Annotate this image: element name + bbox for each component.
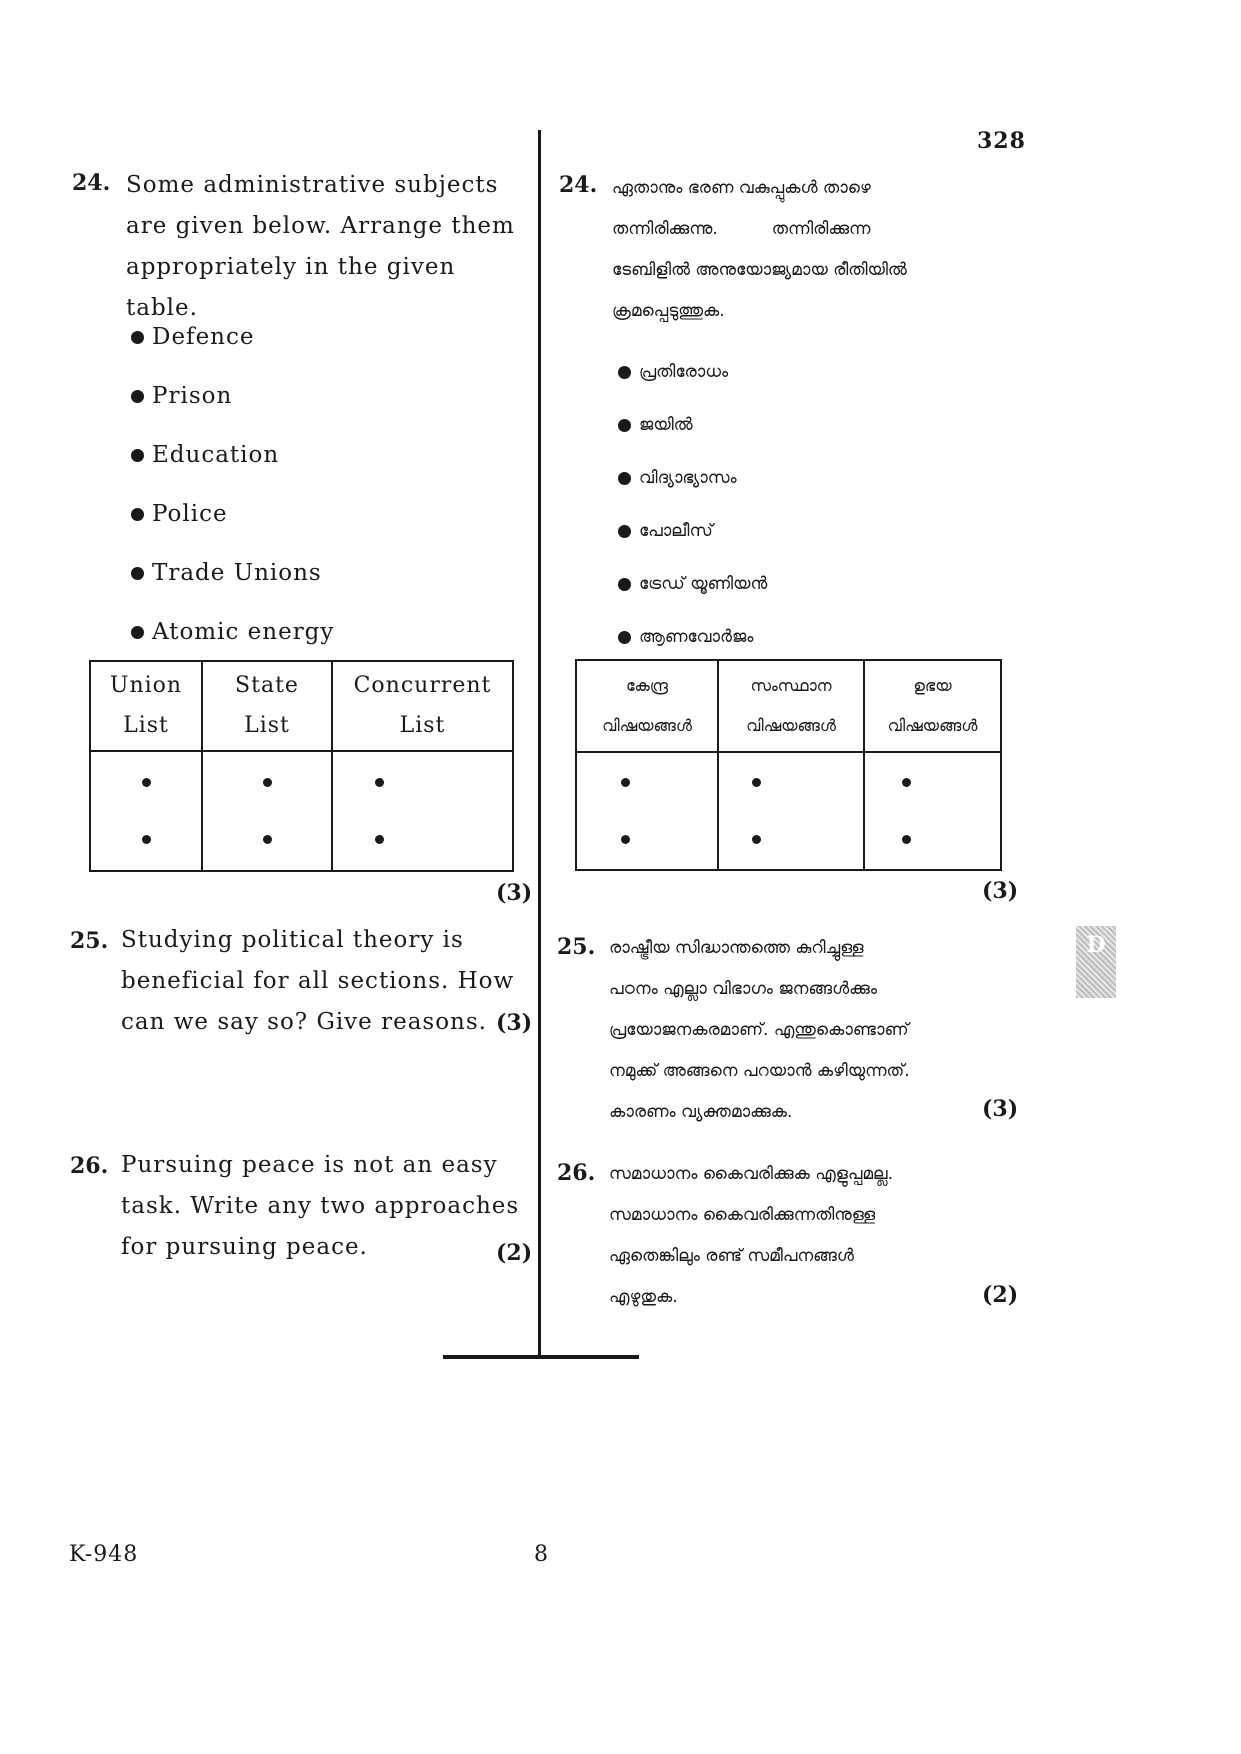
bullet-icon — [902, 835, 911, 844]
bullet-icon — [131, 390, 144, 403]
list-item: വിദ്യാഭ്യാസം — [618, 452, 767, 505]
bullet-icon — [752, 778, 761, 787]
bullet-icon — [618, 472, 631, 485]
section-tab: D — [1076, 926, 1116, 998]
paper-code: K-948 — [69, 1542, 139, 1567]
question-number: 24. — [72, 170, 111, 196]
marks: (3) — [982, 1096, 1019, 1122]
marks: (3) — [496, 880, 533, 906]
question-text — [609, 928, 979, 1133]
bullet-icon — [618, 578, 631, 591]
page-code: 328 — [977, 128, 1026, 154]
list-item: ജയിൽ — [618, 399, 767, 452]
table-header-cell: State List — [202, 661, 332, 751]
marks: (2) — [496, 1240, 533, 1266]
text-line: are given below. Arrange them — [126, 213, 515, 239]
answer-table — [575, 659, 1002, 871]
bullet-icon — [142, 778, 151, 787]
bullet-icon — [131, 567, 144, 580]
bullet-icon — [131, 449, 144, 462]
text-line: രാഷ്ട്രീയ സിദ്ധാന്തത്തെ കുറിച്ചുള്ള — [609, 938, 864, 958]
list-item: ട്രേഡ് യൂണിയൻ — [618, 558, 767, 611]
question-number: 25. — [70, 928, 109, 954]
bullet-icon — [131, 508, 144, 521]
table-cell — [202, 751, 332, 871]
bullet-icon — [618, 525, 631, 538]
marks: (2) — [982, 1282, 1019, 1308]
question-number: 24. — [559, 172, 598, 198]
text-line: for pursuing peace. — [121, 1234, 368, 1260]
text-line: can we say so? Give reasons. — [121, 1009, 487, 1035]
text-line: ഏതാനും ഭരണ വകുപ്പുകൾ താഴെ — [612, 178, 871, 198]
text-line: ടേബിളിൽ അനുയോജ്യമായ രീതിയിൽ — [612, 260, 907, 280]
end-rule — [443, 1355, 639, 1359]
bullet-icon — [375, 778, 384, 787]
text-line: പഠനം എല്ലാ വിഭാഗം ജനങ്ങൾക്കും — [609, 979, 877, 999]
bullet-icon — [752, 835, 761, 844]
question-text — [121, 920, 521, 1043]
table-header-cell: കേന്ദ്ര വിഷയങ്ങൾ — [576, 660, 718, 752]
text-line: Studying political theory is — [121, 927, 464, 953]
list-item: Prison — [131, 367, 334, 426]
bullet-icon — [131, 331, 144, 344]
list-item: പോലീസ് — [618, 505, 767, 558]
list-item: Defence — [131, 308, 334, 367]
table-cell — [90, 751, 202, 871]
list-item: പ്രതിരോധം — [618, 346, 767, 399]
answer-table — [89, 660, 514, 872]
text-line: എഴുതുക. — [609, 1287, 678, 1307]
list-item: Atomic energy — [131, 603, 334, 662]
list-item: Education — [131, 426, 334, 485]
list-item: Trade Unions — [131, 544, 334, 603]
text-line: സമാധാനം കൈവരിക്കുന്നതിനുള്ള — [609, 1205, 876, 1225]
question-text — [609, 1154, 979, 1318]
text-line: കാരണം വ്യക്തമാക്കുക. — [609, 1102, 793, 1122]
text-line: beneficial for all sections. How — [121, 968, 515, 994]
table-cell — [718, 752, 864, 870]
bullet-icon — [375, 835, 384, 844]
table-cell — [576, 752, 718, 870]
bullet-icon — [618, 631, 631, 644]
text-line: സമാധാനം കൈവരിക്കുക എളുപ്പമല്ല. — [609, 1164, 893, 1184]
text-line: appropriately in the given table. — [126, 254, 456, 321]
page-number: 8 — [534, 1542, 548, 1567]
table-header-cell: Concurrent List — [332, 661, 513, 751]
bullet-icon — [618, 419, 631, 432]
list-item: Police — [131, 485, 334, 544]
text-line: task. Write any two approaches — [121, 1193, 520, 1219]
bullet-icon — [621, 778, 630, 787]
list-item: ആണവോർജം — [618, 611, 767, 664]
question-text — [121, 1145, 521, 1268]
bullet-icon — [263, 835, 272, 844]
text-line: തന്നിരിക്കുന്നു. തന്നിരിക്കുന്ന — [612, 219, 871, 239]
bullet-icon — [131, 626, 144, 639]
marks: (3) — [496, 1010, 533, 1036]
table-header-cell: Union List — [90, 661, 202, 751]
bullet-icon — [142, 835, 151, 844]
table-header-cell: ഉഭയ വിഷയങ്ങൾ — [864, 660, 1001, 752]
bullet-icon — [263, 778, 272, 787]
bullet-icon — [621, 835, 630, 844]
table-cell — [864, 752, 1001, 870]
subject-list — [131, 308, 334, 662]
question-number: 25. — [557, 934, 596, 960]
marks: (3) — [982, 878, 1019, 904]
table-header-cell: സംസ്ഥാന വിഷയങ്ങൾ — [718, 660, 864, 752]
bullet-icon — [902, 778, 911, 787]
text-line: Some administrative subjects — [126, 172, 499, 198]
text-line: ഏതെങ്കിലും രണ്ട് സമീപനങ്ങൾ — [609, 1246, 854, 1266]
text-line: ക്രമപ്പെടുത്തുക. — [612, 301, 725, 321]
text-line: പ്രയോജനകരമാണ്. എന്തുകൊണ്ടാണ് — [609, 1020, 909, 1040]
column-divider — [538, 130, 541, 1356]
text-line: നമുക്ക് അങ്ങനെ പറയാൻ കഴിയുന്നത്. — [609, 1061, 910, 1081]
subject-list — [618, 346, 767, 664]
text-line: Pursuing peace is not an easy — [121, 1152, 498, 1178]
table-cell — [332, 751, 513, 871]
question-text — [612, 168, 972, 332]
question-text — [126, 165, 526, 329]
question-number: 26. — [557, 1160, 596, 1186]
bullet-icon — [618, 366, 631, 379]
question-number: 26. — [70, 1153, 109, 1179]
